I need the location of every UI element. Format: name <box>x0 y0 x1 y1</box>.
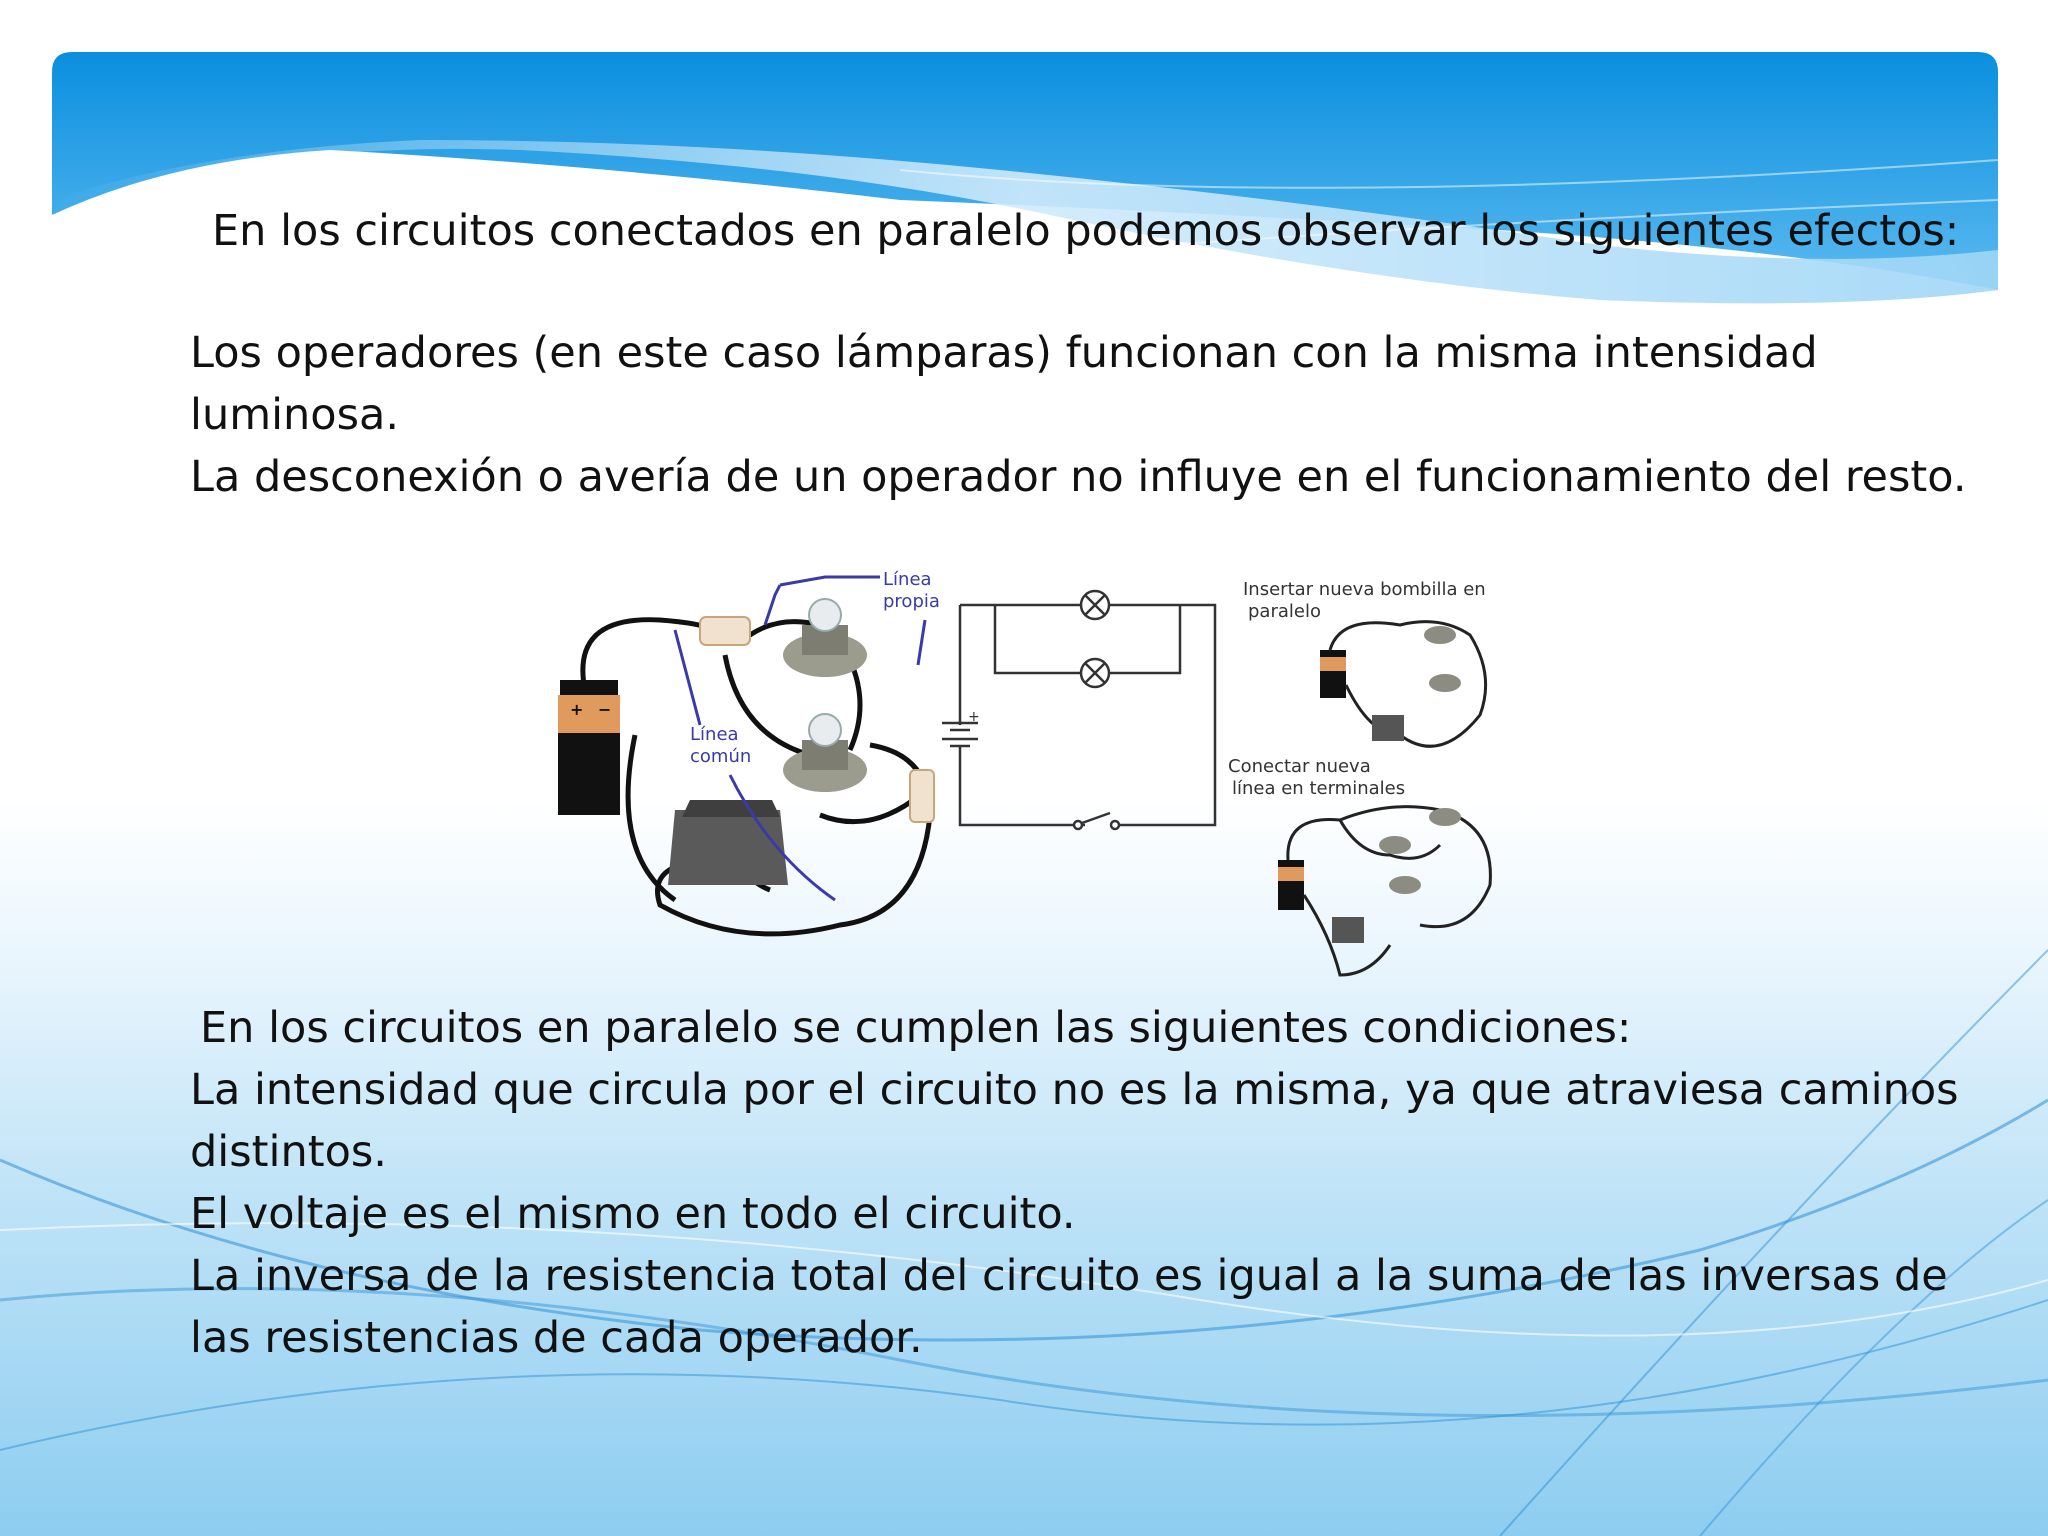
lamp-1-icon <box>783 599 867 677</box>
svg-text:común: común <box>690 746 752 767</box>
condition-line-3: El voltaje es el mismo en todo el circuito. <box>190 1189 1076 1239</box>
effect-line-3: La desconexión o avería de un operador no influye en el funcionamiento del resto. <box>190 452 1967 502</box>
svg-text:propia: propia <box>883 591 940 612</box>
svg-text:+: + <box>570 700 584 719</box>
switch-icon <box>668 800 788 885</box>
parallel-circuit-diagram <box>540 555 1520 985</box>
label-conectar: Conectar nueva <box>1228 756 1371 777</box>
intro-effects-text: En los circuitos conectados en paralelo podemos observar los siguientes efectos: <box>212 206 1960 256</box>
effect-line-2: luminosa. <box>190 390 400 440</box>
inset-connect-line <box>1278 807 1490 975</box>
condition-line-5: las resistencias de cada operador. <box>190 1313 923 1363</box>
condition-line-2: distintos. <box>190 1127 387 1177</box>
intro-conditions-text: En los circuitos en paralelo se cumplen las siguientes condiciones: <box>200 1003 1632 1053</box>
svg-text:paralelo: paralelo <box>1248 601 1321 622</box>
battery-icon <box>558 680 620 815</box>
circuit-schematic <box>942 591 1215 829</box>
svg-text:+: + <box>968 709 980 725</box>
label-linea-comun: Línea <box>690 724 739 745</box>
effect-line-1: Los operadores (en este caso lámparas) funcionan con la misma intensidad <box>190 328 1818 378</box>
label-linea-propia: Línea <box>883 569 932 590</box>
svg-text:línea en terminales: línea en terminales <box>1232 778 1406 799</box>
inset-insert-bulb <box>1320 622 1486 747</box>
main-circuit-illustration <box>558 569 940 934</box>
condition-line-4: La inversa de la resistencia total del circuito es igual a la suma de las inversas de <box>190 1251 1948 1301</box>
svg-text:−: − <box>598 700 612 719</box>
label-insertar: Insertar nueva bombilla en <box>1243 579 1486 600</box>
lamp-2-icon <box>783 714 867 792</box>
condition-line-1: La intensidad que circula por el circuito no es la misma, ya que atraviesa caminos <box>190 1065 1959 1115</box>
